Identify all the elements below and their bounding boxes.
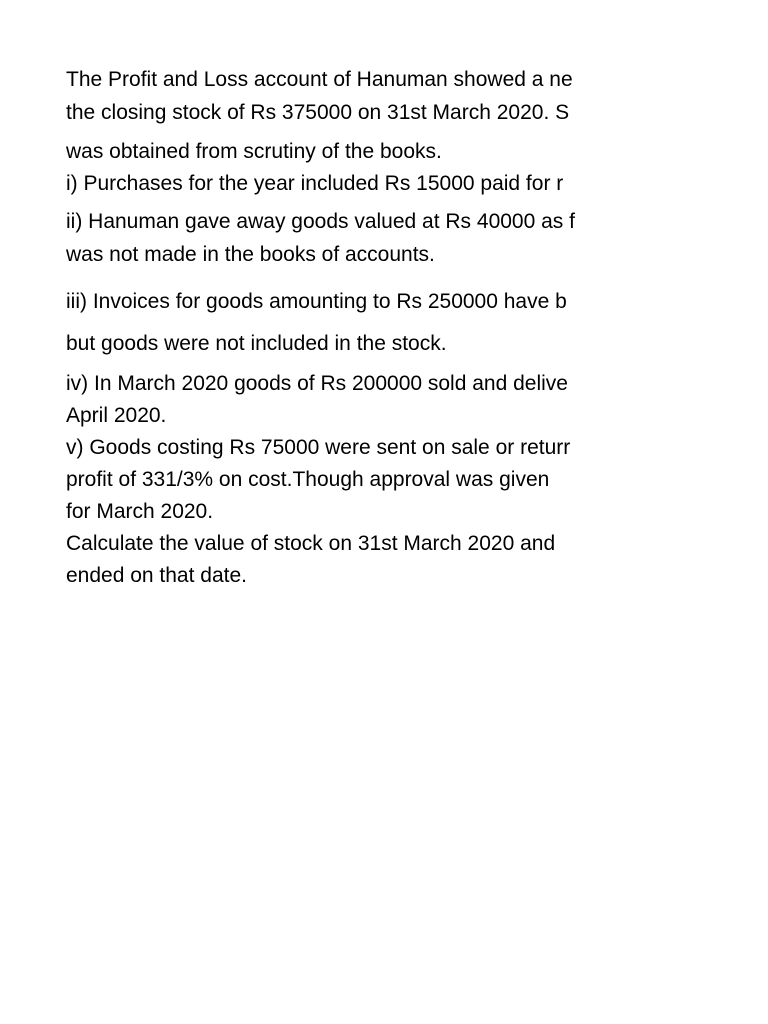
text-line-14: Calculate the value of stock on 31st March 2020 and [66, 532, 556, 555]
text-line-3: was obtained from scrutiny of the books. [66, 140, 442, 163]
text-line-2: the closing stock of Rs 375000 on 31st March 2020. S [66, 101, 570, 124]
text-line-5: ii) Hanuman gave away goods valued at Rs 40000 as f [66, 210, 575, 233]
text-line-12: profit of 331/3% on cost.Though approval was given [66, 468, 550, 491]
text-line-1: The Profit and Loss account of Hanuman showed a ne [66, 68, 573, 91]
text-line-11: v) Goods costing Rs 75000 were sent on sale or returr [66, 436, 571, 459]
text-line-7: iii) Invoices for goods amounting to Rs 250000 have b [66, 290, 567, 313]
text-line-8: but goods were not included in the stock. [66, 332, 447, 355]
text-line-13: for March 2020. [66, 500, 214, 523]
question-text [66, 66, 620, 606]
text-line-6: was not made in the books of accounts. [66, 243, 435, 266]
text-line-9: iv) In March 2020 goods of Rs 200000 sold and delive [66, 372, 568, 395]
text-line-15: ended on that date. [66, 564, 247, 587]
text-line-4: i) Purchases for the year included Rs 15000 paid for r [66, 172, 564, 195]
text-line-10: April 2020. [66, 404, 167, 427]
